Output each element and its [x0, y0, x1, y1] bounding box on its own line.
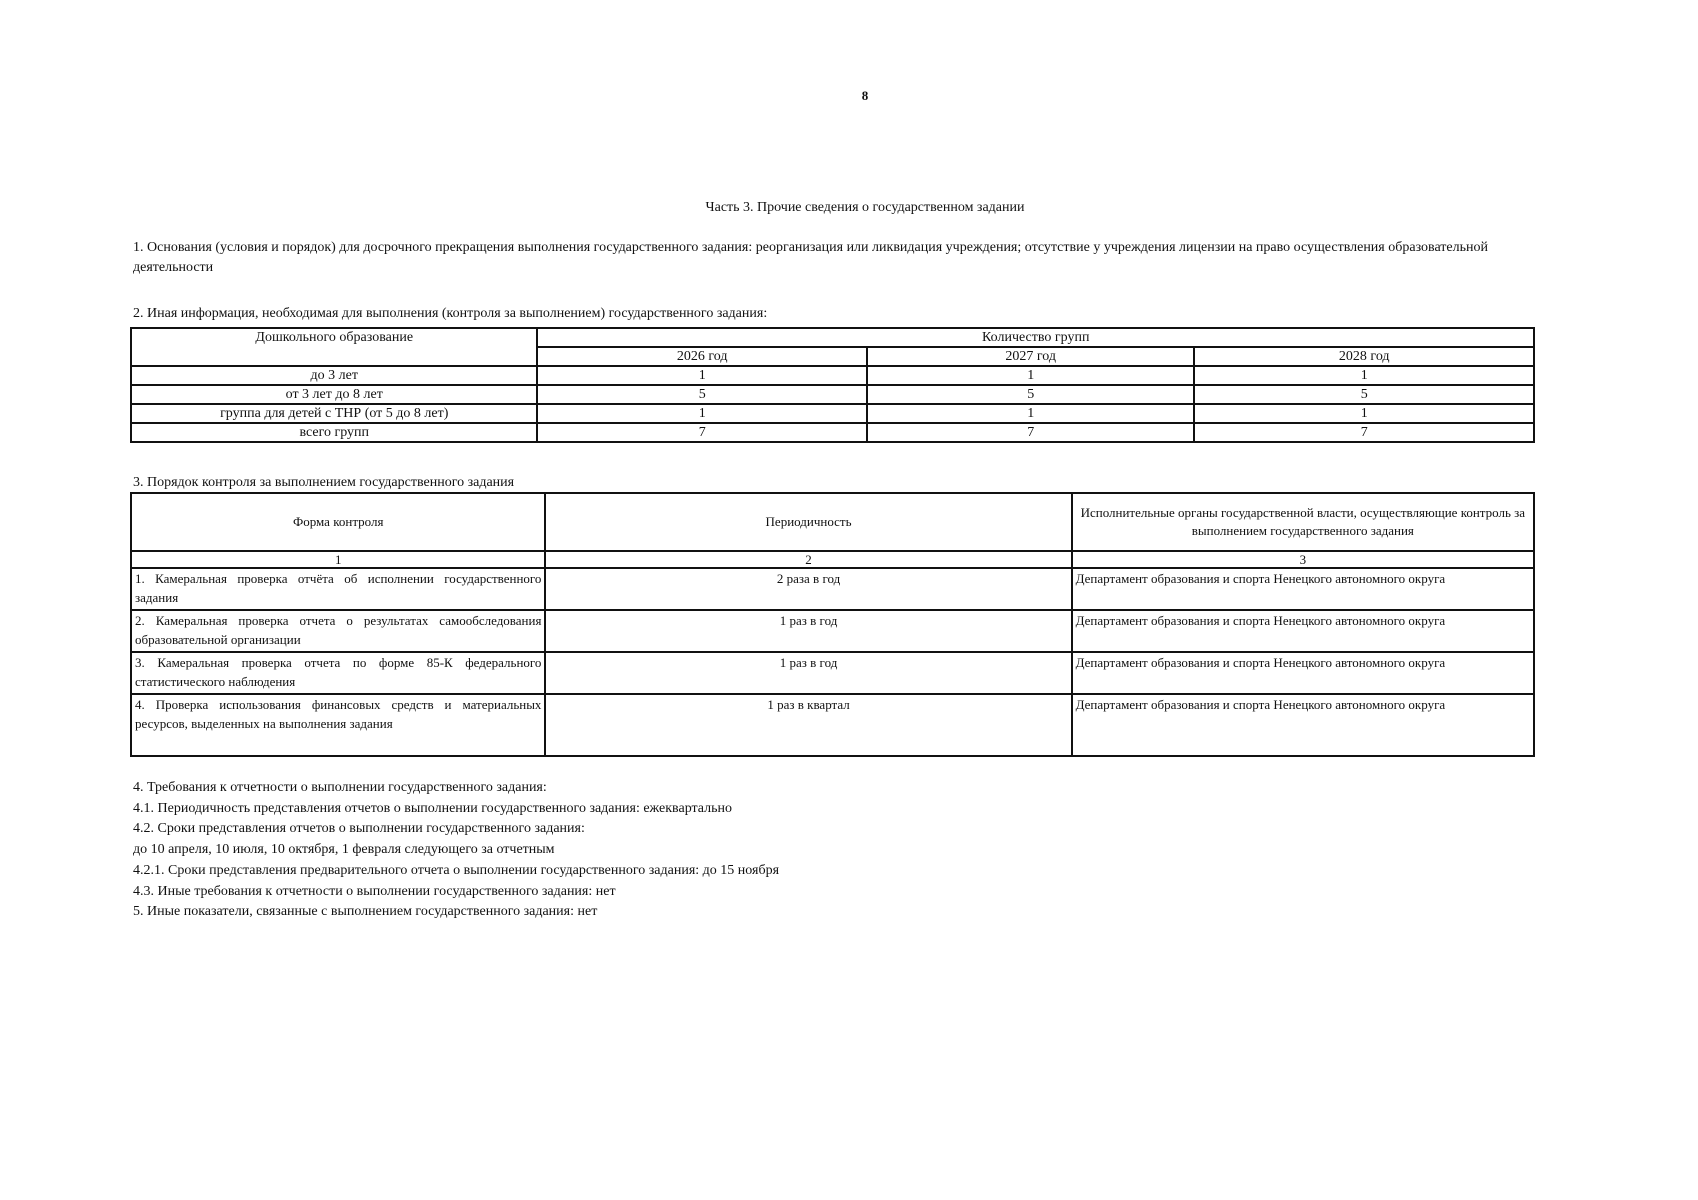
- header-form: Форма контроля: [131, 493, 545, 551]
- table-row: [131, 568, 1534, 610]
- control-period: 2 раза в год: [545, 568, 1071, 610]
- row-value: 1: [1194, 366, 1534, 385]
- row-label: всего групп: [131, 423, 537, 442]
- control-authority: Департамент образования и спорта Ненецкого автономного округа: [1072, 568, 1534, 610]
- requirement-line: до 10 апреля, 10 июля, 10 октября, 1 февраля следующего за отчетным: [133, 842, 555, 858]
- table-row: [131, 404, 1534, 423]
- column-number: 2: [545, 551, 1071, 568]
- requirement-line: 4.3. Иные требования к отчетности о выполнении государственного задания: нет: [133, 883, 616, 899]
- row-value: 5: [867, 385, 1195, 404]
- row-value: 5: [1194, 385, 1534, 404]
- row-label: группа для детей с ТНР (от 5 до 8 лет): [131, 404, 537, 423]
- control-period: 1 раз в год: [545, 610, 1071, 652]
- control-form: 4. Проверка использования финансовых средств и материальных ресурсов, выделенных на выполнения задания: [131, 694, 545, 756]
- groups-header-education: Дошкольного образование: [131, 328, 537, 366]
- row-value: 1: [1194, 404, 1534, 423]
- header-authority: Исполнительные органы государственной власти, осуществляющие контроль за выполнением государственного задания: [1072, 493, 1534, 551]
- column-numbers-row: [131, 551, 1534, 568]
- control-period: 1 раз в год: [545, 652, 1071, 694]
- reporting-requirements: [133, 778, 779, 923]
- table-row: [131, 366, 1534, 385]
- section-3-title: 3. Порядок контроля за выполнением государственного задания: [133, 475, 515, 490]
- groups-header-count: Количество групп: [537, 328, 1534, 347]
- row-value: 1: [867, 404, 1195, 423]
- column-number: 3: [1072, 551, 1534, 568]
- row-value: 7: [867, 423, 1195, 442]
- control-form: 1. Камеральная проверка отчёта об исполнении государственного задания: [131, 568, 545, 610]
- control-authority: Департамент образования и спорта Ненецкого автономного округа: [1072, 652, 1534, 694]
- row-value: 7: [537, 423, 867, 442]
- control-authority: Департамент образования и спорта Ненецкого автономного округа: [1072, 610, 1534, 652]
- table-row: [131, 385, 1534, 404]
- row-value: 1: [537, 366, 867, 385]
- row-value: 1: [867, 366, 1195, 385]
- control-form: 2. Камеральная проверка отчета о результатах самообследования образовательной организации: [131, 610, 545, 652]
- control-form: 3. Камеральная проверка отчета по форме 85-К федерального статистического наблюдения: [131, 652, 545, 694]
- page-number: 8: [861, 88, 869, 103]
- table-row: [131, 423, 1534, 442]
- header-period: Периодичность: [545, 493, 1071, 551]
- requirement-line: 4.1. Периодичность представления отчетов о выполнении государственного задания: ежеквартально: [133, 800, 732, 816]
- row-value: 5: [537, 385, 867, 404]
- requirement-line: 4.2.1. Сроки представления предварительного отчета о выполнении государственного задания: до 15 ноября: [133, 862, 780, 878]
- control-table-header: [131, 493, 1534, 551]
- row-label: до 3 лет: [131, 366, 537, 385]
- table-row: [131, 652, 1534, 694]
- year-cell: 2027 год: [867, 347, 1195, 366]
- requirement-line: 5. Иные показатели, связанные с выполнением государственного задания: нет: [133, 904, 598, 920]
- column-number: 1: [131, 551, 545, 568]
- part-title: Часть 3. Прочие сведения о государственном задании: [705, 200, 1025, 215]
- control-authority: Департамент образования и спорта Ненецкого автономного округа: [1072, 694, 1534, 756]
- table-row: [131, 610, 1534, 652]
- groups-table-header: [131, 328, 1534, 347]
- control-period: 1 раз в квартал: [545, 694, 1071, 756]
- control-table: [130, 492, 1535, 757]
- year-cell: 2028 год: [1194, 347, 1534, 366]
- section-1-text: 1. Основания (условия и порядок) для досрочного прекращения выполнения государственного задания: реорганизация или ликвидация учреждения; отсутствие у учреждения лицензии на право осуществления образовательной деятельности: [133, 240, 1488, 275]
- row-value: 1: [537, 404, 867, 423]
- row-value: 7: [1194, 423, 1534, 442]
- section-2-title: 2. Иная информация, необходимая для выполнения (контроля за выполнением) государственного задания:: [133, 306, 768, 321]
- requirement-line: 4. Требования к отчетности о выполнении государственного задания:: [133, 780, 547, 795]
- year-cell: 2026 год: [537, 347, 867, 366]
- requirement-line: 4.2. Сроки представления отчетов о выполнении государственного задания:: [133, 821, 585, 837]
- table-row: [131, 694, 1534, 756]
- groups-table: [130, 327, 1535, 443]
- row-label: от 3 лет до 8 лет: [131, 385, 537, 404]
